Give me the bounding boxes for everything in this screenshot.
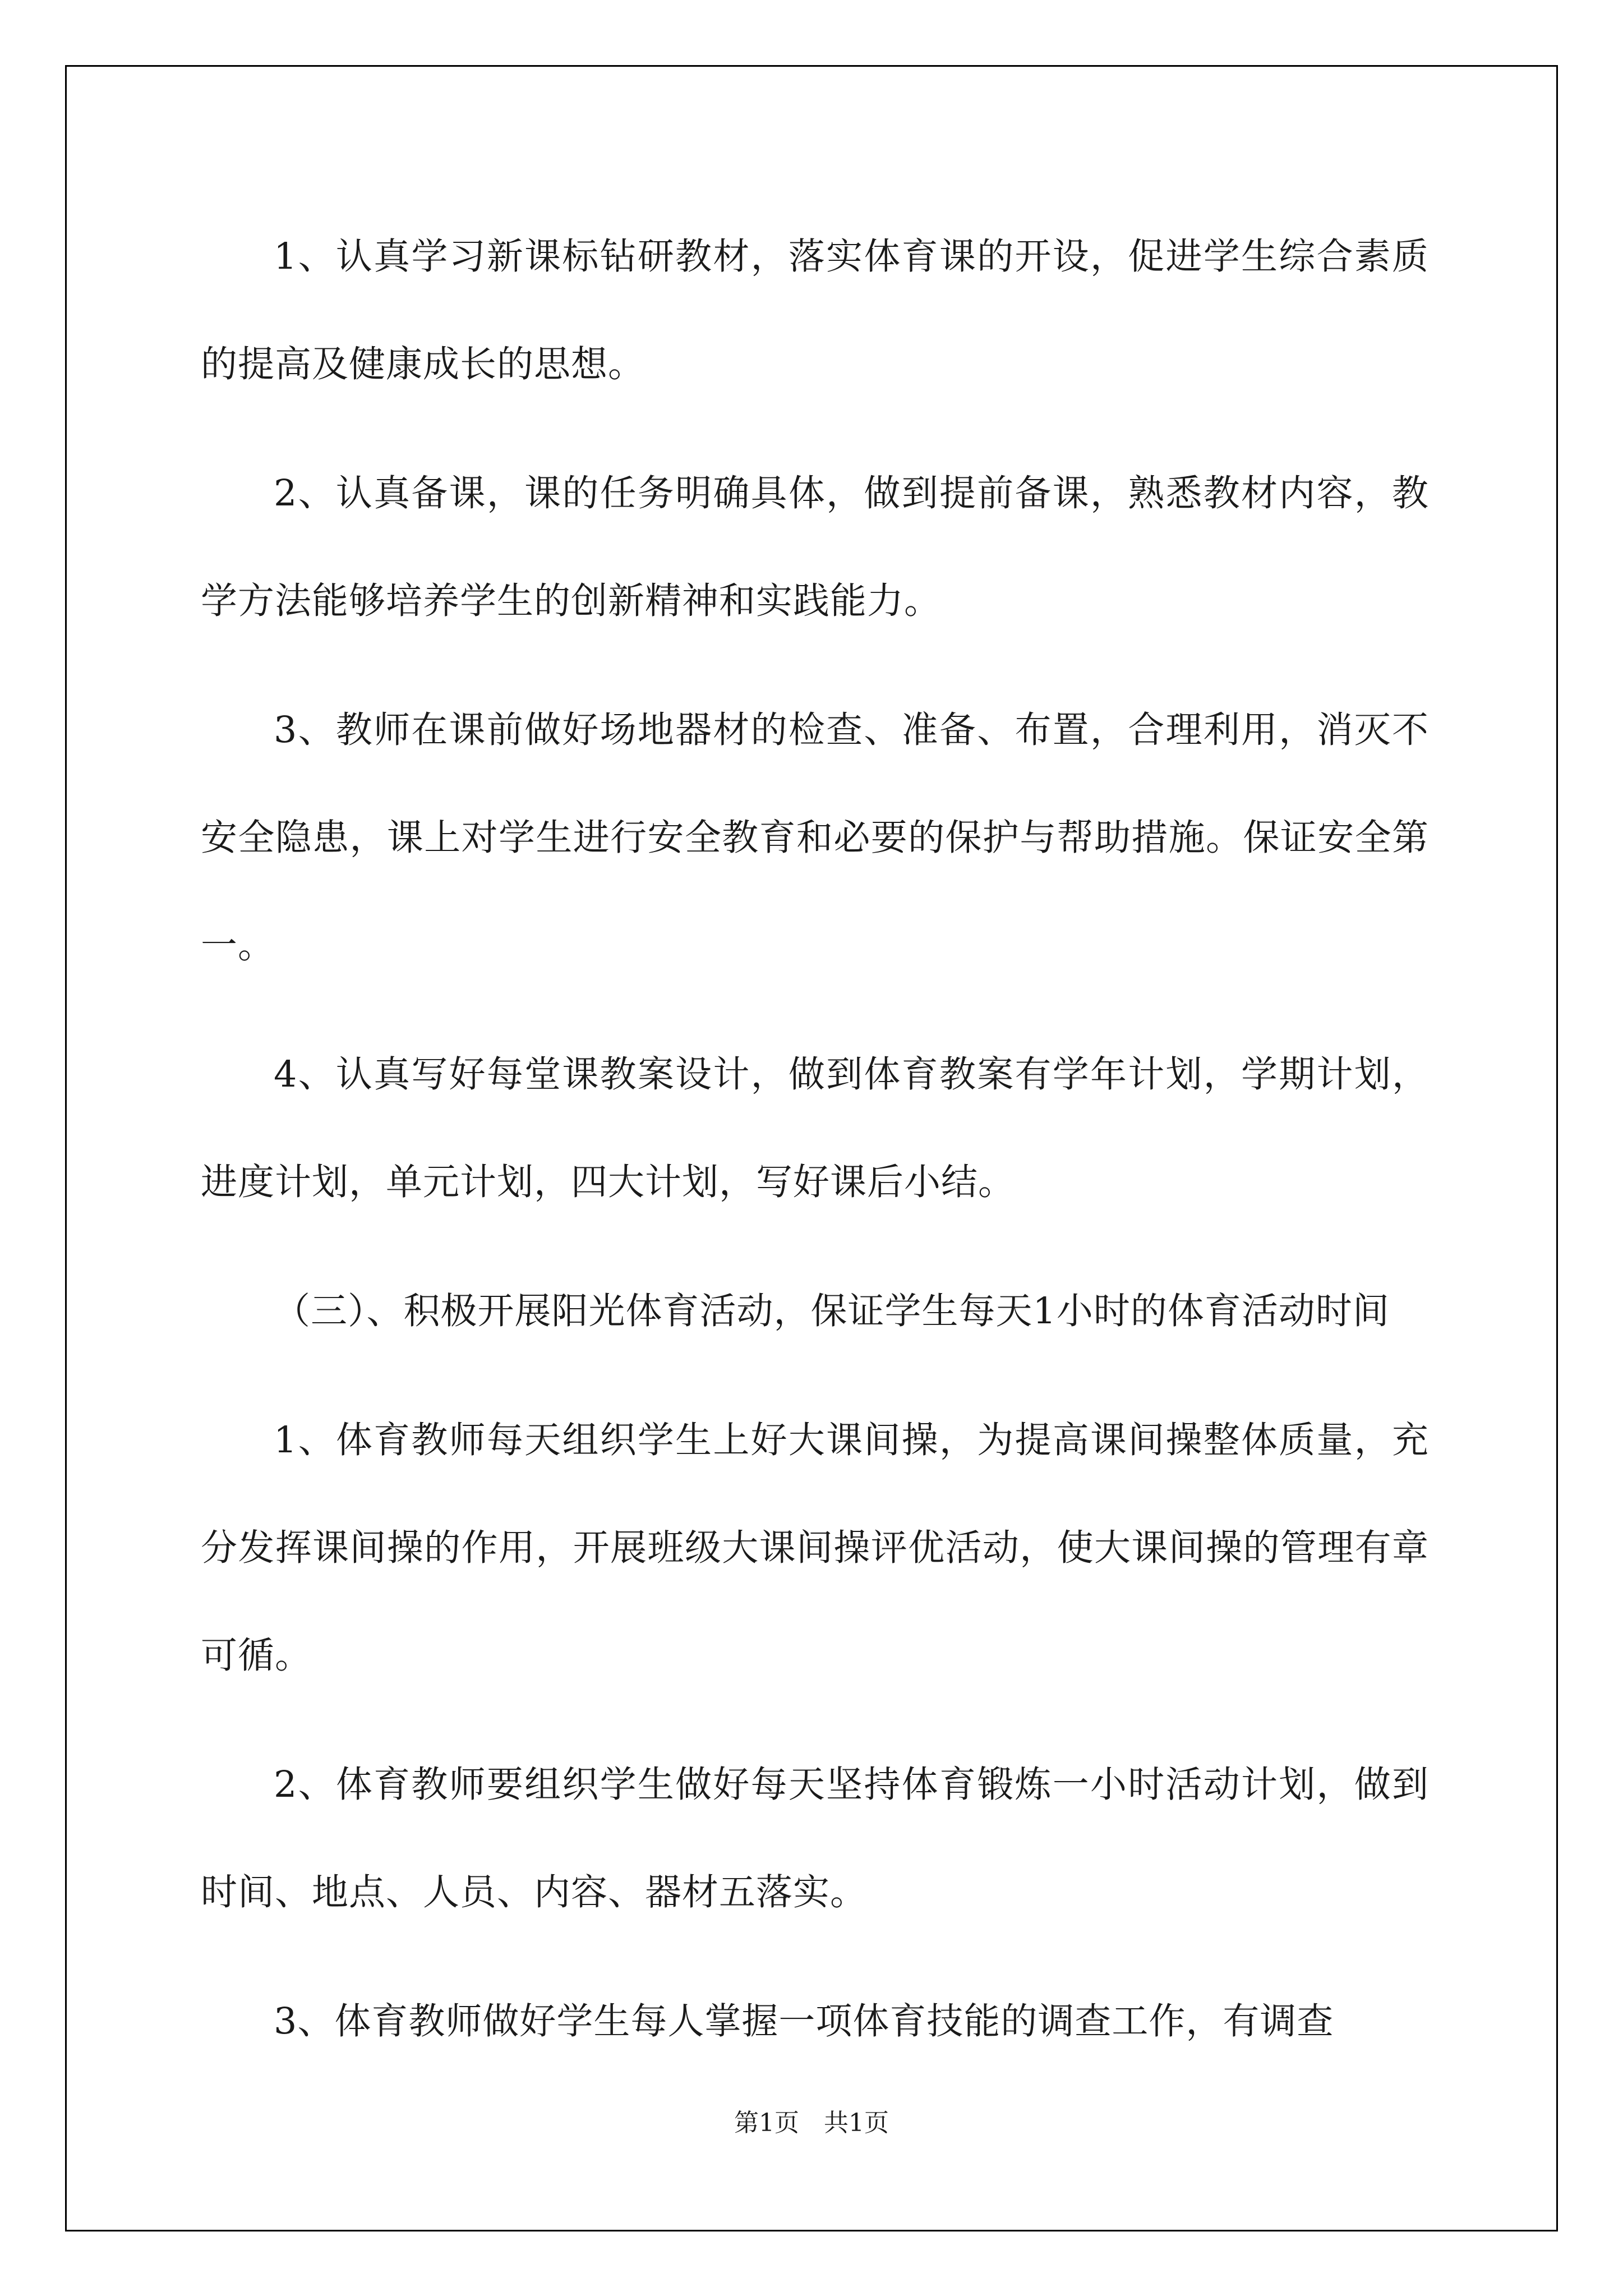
paragraph: 3、教师在课前做好场地器材的检查、准备、布置，合理利用，消灭不安全隐患，课上对学生进行安全教育和必要的保护与帮助措施。保证安全第一。 bbox=[201, 709, 1429, 967]
paragraph: 4、认真写好每堂课教案设计，做到体育教案有学年计划，学期计划，进度计划，单元计划，四大计划，写好课后小结。 bbox=[201, 1053, 1429, 1203]
paragraph: 1、体育教师每天组织学生上好大课间操，为提高课间操整体质量，充分发挥课间操的作用，开展班级大课间操评优活动，使大课间操的管理有章可循。 bbox=[201, 1419, 1429, 1677]
document-body bbox=[201, 203, 1429, 2097]
paragraph: 3、体育教师做好学生每人掌握一项体育技能的调查工作，有调查 bbox=[274, 2000, 1334, 2042]
page-number-footer: 第1页 共1页 bbox=[734, 2109, 889, 2137]
paragraph: 2、体育教师要组织学生做好每天坚持体育锻炼一小时活动计划，做到时间、地点、人员、内容、器材五落实。 bbox=[201, 1764, 1429, 1913]
paragraph: 2、认真备课，课的任务明确具体，做到提前备课，熟悉教材内容，教学方法能够培养学生的创新精神和实践能力。 bbox=[201, 472, 1429, 622]
paragraph: 1、认真学习新课标钻研教材，落实体育课的开设，促进学生综合素质的提高及健康成长的思想。 bbox=[201, 236, 1429, 385]
section-heading: （三）、积极开展阳光体育活动，保证学生每天1小时的体育活动时间 bbox=[274, 1290, 1390, 1332]
